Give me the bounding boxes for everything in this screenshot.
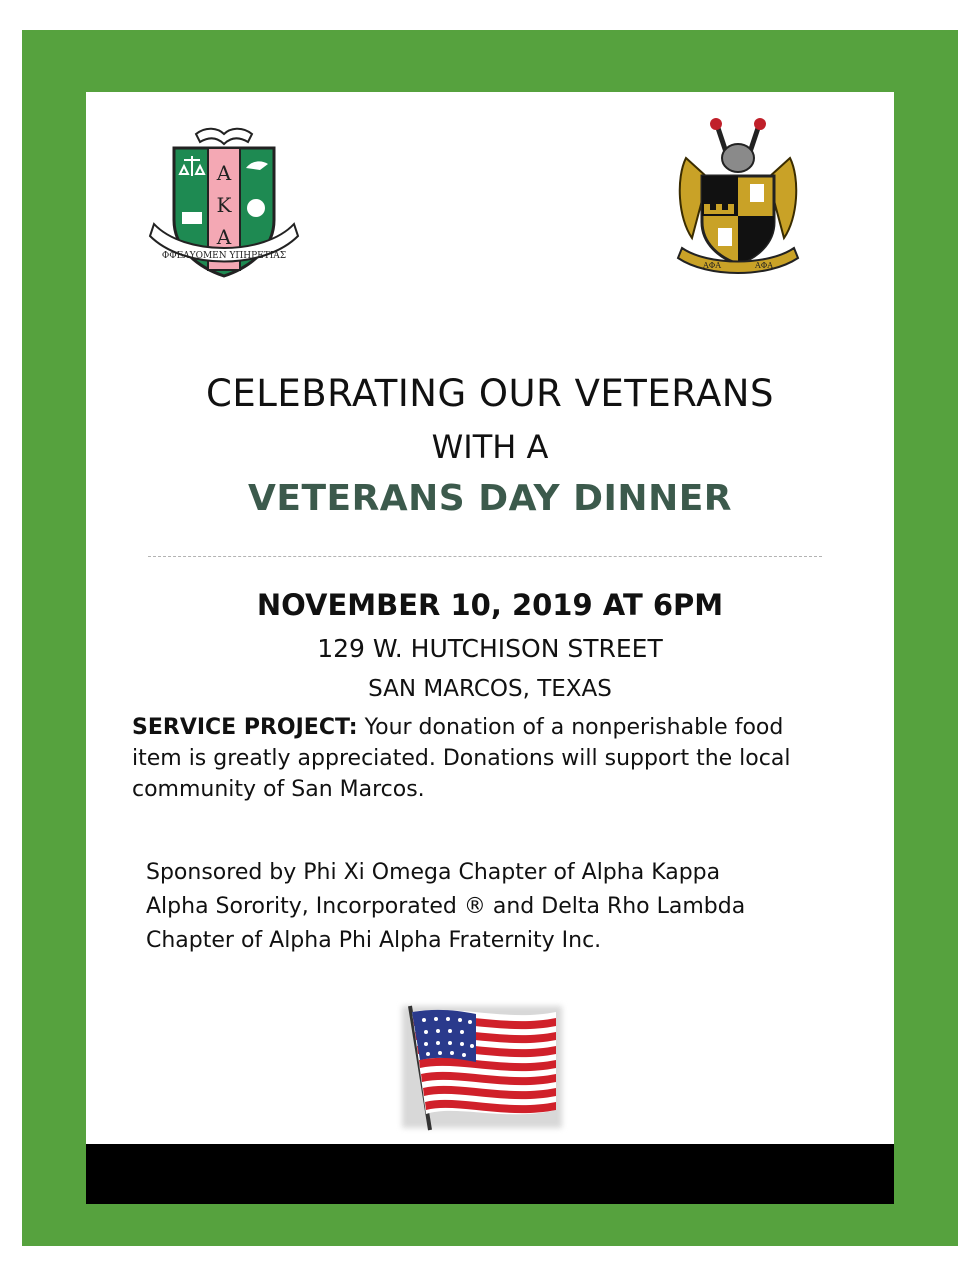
alpha-crest-logo xyxy=(668,118,808,280)
aka-letter-2: Κ xyxy=(216,193,232,217)
heading-line-1: CELEBRATING OUR VETERANS xyxy=(206,372,774,415)
aka-letter-1: Α xyxy=(216,161,232,185)
helmet-icon xyxy=(722,144,754,172)
aka-shield-logo xyxy=(144,120,304,280)
service-project xyxy=(132,712,838,805)
crest-motto-left: ΑΦΑ xyxy=(702,261,722,270)
sphinx-icon xyxy=(750,184,764,202)
divider xyxy=(148,556,822,557)
event-title: VETERANS DAY DINNER xyxy=(247,478,733,519)
battlement-icon xyxy=(704,204,734,214)
sponsor-line-3: Chapter of Alpha Phi Alpha Fraternity Inc. xyxy=(146,928,602,953)
event-street: 129 W. HUTCHISON STREET xyxy=(317,634,663,663)
footer-bar xyxy=(86,1144,894,1204)
globe-icon xyxy=(247,199,265,217)
aka-motto: ΦΦΕΛΥΟΜΕΝ ΥΠΗΡΕΤΙΑΣ xyxy=(161,251,287,261)
sponsor-text xyxy=(146,856,826,958)
aka-letter-3: Α xyxy=(216,225,232,249)
event-city: SAN MARCOS, TEXAS xyxy=(368,676,612,702)
service-project-label: SERVICE PROJECT: xyxy=(132,715,358,740)
crest-motto-right: ΑΦΑ xyxy=(754,261,774,270)
heading-line-2: WITH A xyxy=(431,428,549,466)
clasped-hands-icon xyxy=(196,129,252,144)
torch-flame-right-icon xyxy=(754,118,766,130)
american-flag-icon xyxy=(396,1000,568,1134)
torch-flame-left-icon xyxy=(710,118,722,130)
sponsor-line-1: Sponsored by Phi Xi Omega Chapter of Alpha Kappa xyxy=(146,860,721,885)
event-date: NOVEMBER 10, 2019 AT 6PM xyxy=(256,588,724,622)
sponsor-line-2: Alpha Sorority, Incorporated ® and Delta Rho Lambda xyxy=(146,894,746,919)
books-icon xyxy=(182,212,202,224)
pyramid-icon xyxy=(718,228,732,246)
service-project-text: Your donation of a nonperishable food item is greatly appreciated. Donations will support the local community of San Marcos. xyxy=(132,715,791,802)
